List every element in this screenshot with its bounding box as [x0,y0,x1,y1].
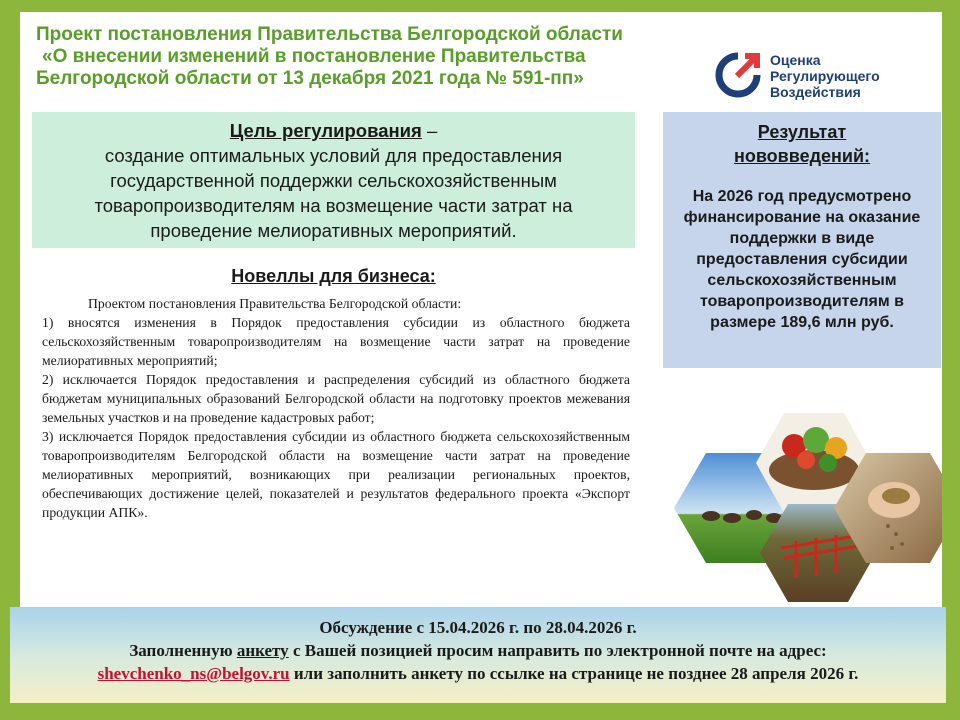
novels-body [42,294,630,522]
title-line-3: Белгородской области от 13 декабря 2021 года № 591-пп» [36,68,584,89]
novels-item-1: 1) вносятся изменения в Порядок предоставления субсидии из областного бюджета сельскохозяйственным товаропроизводителям на возмещение части затрат на проведение мелиоративных мероприятий; [42,315,630,368]
result-box [663,112,941,368]
logo-text [770,52,880,100]
result-heading-2: нововведений: [733,146,871,166]
goal-text: создание оптимальных условий для предоставления государственной поддержки сельскохозяйственным товаропроизводителям на возмещение части затрат на проведение мелиоративных мероприятий. [94,145,573,241]
logo-line-3: Воздействия [770,84,861,100]
survey-form-link[interactable]: анкету [236,641,289,660]
title-line-1: Проект постановления Правительства Белгородской области [36,24,623,45]
discussion-dates: Обсуждение с 15.04.2026 г. по 28.04.2026 г. [319,618,637,637]
novels-item-3: 3) исключается Порядок предоставления субсидии из областного бюджета сельскохозяйственным товаропроизводителям Белгородской области на возмещение части затрат на проведение мелиоративных мероприятий, возникающих при реализации региональных проектов, обеспечивающих достижение целей, показателей и результатов федерального проекта «Экспорт продукции АПК». [42,429,630,520]
logo-line-2: Регулирующего [770,68,880,84]
survey-instruction [10,639,946,662]
orv-logo [715,50,905,106]
orv-logo-icon [715,52,761,98]
goal-dash: – [421,120,438,141]
goal-box [32,112,635,248]
email-link[interactable]: shevchenko_ns@belgov.ru [97,664,290,683]
discussion-banner [10,607,946,703]
agriculture-photo-collage [666,408,942,604]
survey-text-post: с Вашей позицией просим направить по электронной почте на адрес: [288,641,827,660]
novels-item-2: 2) исключается Порядок предоставления и распределения субсидий из областного бюджета бюджетам муниципальных образований Белгородской области на подготовку проектов межевания земельных участков и на проведение кадастровых работ; [42,372,630,425]
novels-heading: Новеллы для бизнеса: [231,266,436,286]
title-line-2: «О внесении изменений в постановление Правительства [42,46,586,67]
result-text: На 2026 год предусмотрено финансирование на оказание поддержки в виде предоставления субсидии сельскохозяйственным товаропроизводителям в размере 189,6 млн руб. [683,188,921,331]
logo-line-1: Оценка [770,52,821,68]
email-line [10,662,946,685]
page-title [36,24,706,90]
result-heading-1: Результат [757,122,847,142]
goal-heading: Цель регулирования [229,120,422,141]
novels-intro: Проектом постановления Правительства Белгородской области: [88,296,462,311]
survey-text-pre: Заполненную [129,641,237,660]
deadline-text: или заполнить анкету по ссылке на странице не позднее 28 апреля 2026 г. [289,664,859,683]
